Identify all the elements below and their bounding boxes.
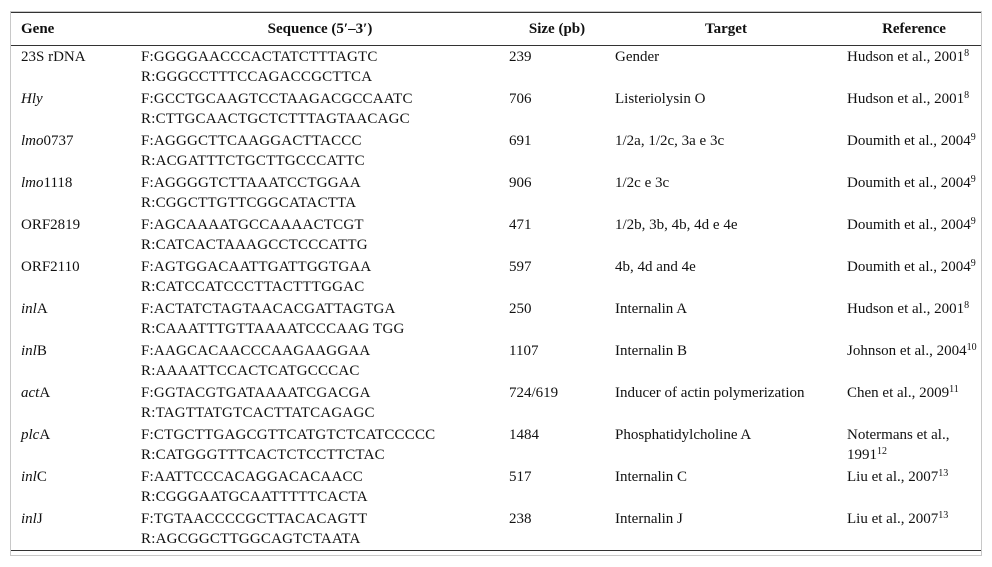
table-row: [11, 508, 981, 551]
gene-cell: [11, 382, 131, 424]
gene-rest: 23S rDNA: [21, 49, 86, 65]
reference-text: Hudson et al., 2001: [847, 91, 965, 107]
gene-italic: inl: [21, 511, 37, 527]
reference-cell: [837, 46, 981, 89]
reference-cell: [837, 172, 981, 214]
size-cell: 1484: [509, 427, 539, 443]
reference-number: 8: [964, 300, 970, 311]
reference-number: 12: [877, 446, 887, 457]
gene-cell: [11, 256, 131, 298]
table-row: [11, 340, 981, 382]
sequence-cell: [131, 340, 499, 382]
target-cell: Listeriolysin O: [615, 91, 706, 107]
size-cell: 906: [509, 175, 532, 191]
gene-cell: [11, 340, 131, 382]
gene-rest: B: [36, 343, 47, 359]
table-row: [11, 214, 981, 256]
forward-primer: F:GCCTGCAAGTCCTAAGACGCCAATC: [141, 91, 413, 107]
gene-italic: inl: [21, 343, 37, 359]
reference-number: 9: [970, 216, 976, 227]
target-cell: 4b, 4d and 4e: [615, 259, 696, 275]
reference-text: Doumith et al., 2004: [847, 259, 971, 275]
reference-number: 8: [964, 90, 970, 101]
reference-cell: [837, 466, 981, 508]
gene-rest: ORF2819: [21, 217, 81, 233]
forward-primer: F:AGGGCTTCAAGGACTTACCC: [141, 133, 362, 149]
gene-italic: lmo: [21, 133, 44, 149]
gene-cell: [11, 214, 131, 256]
target-cell: Internalin A: [615, 301, 688, 317]
target-cell: Internalin C: [615, 469, 688, 485]
header-target: Target: [705, 20, 747, 37]
forward-primer: F:AATTCCCACAGGACACAACC: [141, 469, 363, 485]
forward-primer: F:AGCAAAATGCCAAAACTCGT: [141, 217, 364, 233]
gene-italic: Hly: [21, 91, 43, 107]
target-cell: 1/2c e 3c: [615, 175, 670, 191]
gene-rest: ORF2110: [21, 259, 80, 275]
sequence-cell: [131, 466, 499, 508]
table-row: [11, 256, 981, 298]
forward-primer: F:CTGCTTGAGCGTTCATGTCTCATCCCCC: [141, 427, 436, 443]
gene-italic: lmo: [21, 175, 44, 191]
sequence-cell: [131, 88, 499, 130]
reference-text: Liu et al., 2007: [847, 469, 939, 485]
table-row: [11, 382, 981, 424]
reference-text: Chen et al., 2009: [847, 385, 950, 401]
size-cell: 597: [509, 259, 532, 275]
sequence-cell: [131, 46, 499, 89]
table-header: [11, 13, 981, 46]
header-gene: Gene: [21, 20, 55, 37]
gene-cell: [11, 466, 131, 508]
header-size: Size (pb): [528, 20, 586, 37]
header-reference: Reference: [882, 20, 946, 37]
gene-cell: [11, 172, 131, 214]
reference-number: 10: [966, 342, 977, 353]
table-row: [11, 88, 981, 130]
reference-text: Johnson et al., 2004: [847, 343, 967, 359]
gene-rest: A: [36, 301, 48, 317]
gene-cell: [11, 298, 131, 340]
reverse-primer: R:GGGCCTTTCCAGACCGCTTCA: [141, 69, 373, 85]
table-row: [11, 130, 981, 172]
reverse-primer: R:TAGTTATGTCACTTATCAGAGC: [141, 405, 375, 421]
sequence-cell: [131, 172, 499, 214]
sequence-cell: [131, 130, 499, 172]
target-cell: Internalin B: [615, 343, 688, 359]
gene-italic: plc: [21, 427, 40, 443]
forward-primer: F:GGTACGTGATAAAATCGACGA: [141, 385, 371, 401]
reference-text: Doumith et al., 2004: [847, 133, 971, 149]
reference-cell: [837, 340, 981, 382]
gene-rest: 0737: [43, 133, 74, 149]
gene-cell: [11, 508, 131, 551]
forward-primer: F:ACTATCTAGTAACACGATTAGTGA: [141, 301, 396, 317]
sequence-cell: [131, 214, 499, 256]
size-cell: 517: [509, 469, 532, 485]
gene-cell: [11, 424, 131, 466]
reference-number: 11: [949, 384, 959, 395]
reference-cell: [837, 214, 981, 256]
target-cell: Gender: [615, 49, 660, 65]
forward-primer: F:AAGCACAACCCAAGAAGGAA: [141, 343, 371, 359]
size-cell: 691: [509, 133, 532, 149]
gene-rest: 1118: [43, 175, 73, 191]
gene-cell: [11, 46, 131, 89]
reverse-primer: R:CAAATTTGTTAAAATCCCAAG TGG: [141, 321, 405, 337]
sequence-cell: [131, 298, 499, 340]
table-row: [11, 466, 981, 508]
reference-cell: [837, 382, 981, 424]
sequence-cell: [131, 424, 499, 466]
reference-cell: [837, 88, 981, 130]
reverse-primer: R:CGGGAATGCAATTTTTCACTA: [141, 489, 368, 505]
gene-rest: A: [39, 385, 51, 401]
target-cell: 1/2a, 1/2c, 3a e 3c: [615, 133, 725, 149]
target-cell: Inducer of actin polymerization: [615, 385, 805, 401]
reverse-primer: R:CGGCTTGTTCGGCATACTTA: [141, 195, 357, 211]
gene-rest: C: [36, 469, 47, 485]
reference-cell: [837, 298, 981, 340]
reference-number: 13: [938, 468, 949, 479]
forward-primer: F:GGGGAACCCACTATCTTTAGTC: [141, 49, 378, 65]
reverse-primer: R:CATCCATCCCTTACTTTGGAC: [141, 279, 365, 295]
table-body: [11, 46, 981, 551]
gene-italic: inl: [21, 469, 37, 485]
table-row: [11, 172, 981, 214]
reference-text: Liu et al., 2007: [847, 511, 939, 527]
reference-text: Doumith et al., 2004: [847, 217, 971, 233]
forward-primer: F:AGTGGACAATTGATTGGTGAA: [141, 259, 372, 275]
reference-text: Doumith et al., 2004: [847, 175, 971, 191]
primer-table: [11, 12, 981, 551]
size-cell: 1107: [509, 343, 539, 359]
header-row: [11, 13, 981, 46]
sequence-cell: [131, 256, 499, 298]
primer-table-container: [10, 11, 982, 556]
size-cell: 239: [509, 49, 532, 65]
forward-primer: F:TGTAACCCCGCTTACACAGTT: [141, 511, 368, 527]
reference-cell: [837, 424, 981, 466]
reference-number: 8: [964, 48, 970, 59]
gene-italic: act: [21, 385, 40, 401]
target-cell: Internalin J: [605, 508, 837, 551]
gene-rest: J: [36, 511, 43, 527]
gene-cell: [11, 88, 131, 130]
size-cell: 238: [499, 508, 605, 551]
reference-cell: [837, 508, 981, 551]
size-cell: 250: [509, 301, 532, 317]
reference-cell: [837, 130, 981, 172]
reference-text: Hudson et al., 2001: [847, 49, 965, 65]
reference-cell: [837, 256, 981, 298]
target-cell: 1/2b, 3b, 4b, 4d e 4e: [615, 217, 738, 233]
reverse-primer: R:CATCACTAAAGCCTCCCATTG: [141, 237, 368, 253]
reverse-primer: R:CTTGCAACTGCTCTTTAGTAACAGC: [141, 111, 410, 127]
size-cell: 471: [509, 217, 532, 233]
reverse-primer: R:AGCGGCTTGGCAGTCTAATA: [141, 531, 361, 547]
table-row: [11, 46, 981, 89]
reference-text: Notermans et al., 1991: [847, 427, 950, 463]
reference-number: 9: [970, 258, 976, 269]
reverse-primer: R:CATGGGTTTCACTCTCCTTCTAC: [141, 447, 385, 463]
header-sequence: Sequence (5′–3′): [267, 20, 373, 37]
reference-number: 13: [938, 510, 949, 521]
reference-text: Hudson et al., 2001: [847, 301, 965, 317]
reverse-primer: R:AAAATTCCACTCATGCCCAC: [141, 363, 360, 379]
gene-cell: [11, 130, 131, 172]
size-cell: 724/619: [509, 385, 559, 401]
forward-primer: F:AGGGGTCTTAAATCCTGGAA: [141, 175, 361, 191]
reverse-primer: R:ACGATTTCTGCTTGCCCATTC: [141, 153, 365, 169]
sequence-cell: [131, 382, 499, 424]
reference-number: 9: [970, 174, 976, 185]
table-row: [11, 298, 981, 340]
gene-rest: A: [39, 427, 51, 443]
sequence-cell: [131, 508, 499, 551]
size-cell: 706: [509, 91, 532, 107]
gene-italic: inl: [21, 301, 37, 317]
target-cell: Phosphatidylcholine A: [615, 427, 752, 443]
reference-number: 9: [970, 132, 976, 143]
table-row: [11, 424, 981, 466]
